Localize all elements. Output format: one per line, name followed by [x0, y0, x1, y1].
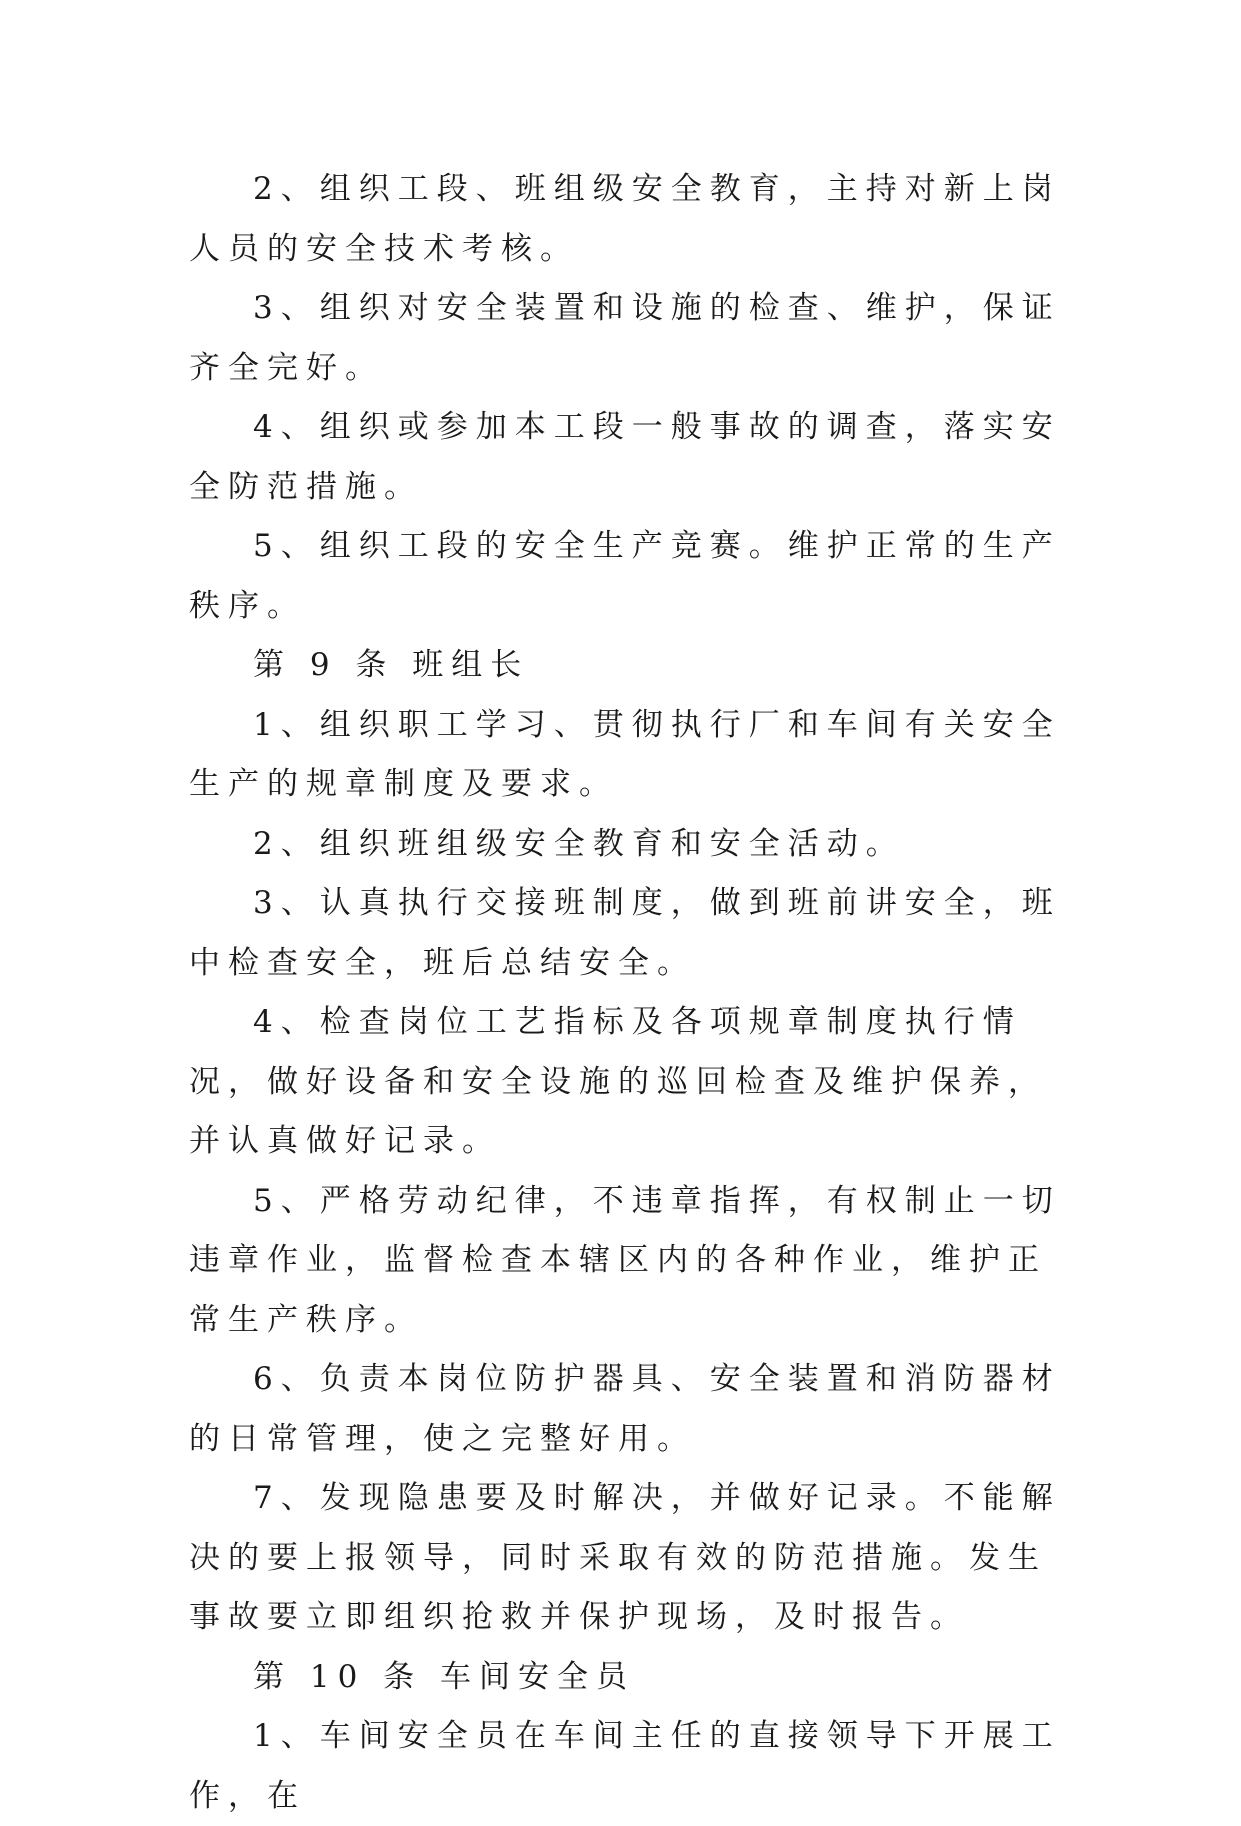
paragraph-team-item-4: 4、检查岗位工艺指标及各项规章制度执行情况，做好设备和安全设施的巡回检查及维护保养，并认真做好记录。: [189, 1004, 1047, 1159]
paragraph-team-item-3: 3、认真执行交接班制度，做到班前讲安全，班中检查安全，班后总结安全。: [189, 885, 1061, 981]
paragraph-team-item-1: 1、组织职工学习、贯彻执行厂和车间有关安全生产的规章制度及要求。: [189, 706, 1061, 802]
article-9-heading: 第 9 条 班组长: [253, 647, 530, 683]
document-body: [189, 160, 1069, 1826]
paragraph-item-4-accident: 4、组织或参加本工段一般事故的调查，落实安全防范措施。: [189, 409, 1061, 505]
paragraph-team-item-7: 7、发现隐患要及时解决，并做好记录。不能解决的要上报领导，同时采取有效的防范措施。发生事故要立即组织抢救并保护现场，及时报告。: [189, 1480, 1061, 1635]
article-10-heading: 第 10 条 车间安全员: [253, 1658, 636, 1695]
paragraph-team-item-5: 5、严格劳动纪律，不违章指挥，有权制止一切违章作业，监督检查本辖区内的各种作业，维护正常生产秩序。: [189, 1182, 1061, 1338]
paragraph-team-item-2: 2、组织班组级安全教育和安全活动。: [253, 825, 905, 862]
paragraph-team-item-6: 6、负责本岗位防护器具、安全装置和消防器材的日常管理，使之完整好用。: [189, 1361, 1061, 1457]
paragraph-item-3-inspection: 3、组织对安全装置和设施的检查、维护，保证齐全完好。: [189, 290, 1061, 386]
paragraph-safety-officer-item-1: 1、车间安全员在车间主任的直接领导下开展工作，在: [189, 1718, 1061, 1814]
paragraph-item-2-training: 2、组织工段、班组级安全教育，主持对新上岗人员的安全技术考核。: [189, 171, 1061, 267]
paragraph-item-5-competition: 5、组织工段的安全生产竞赛。维护正常的生产秩序。: [189, 528, 1061, 624]
